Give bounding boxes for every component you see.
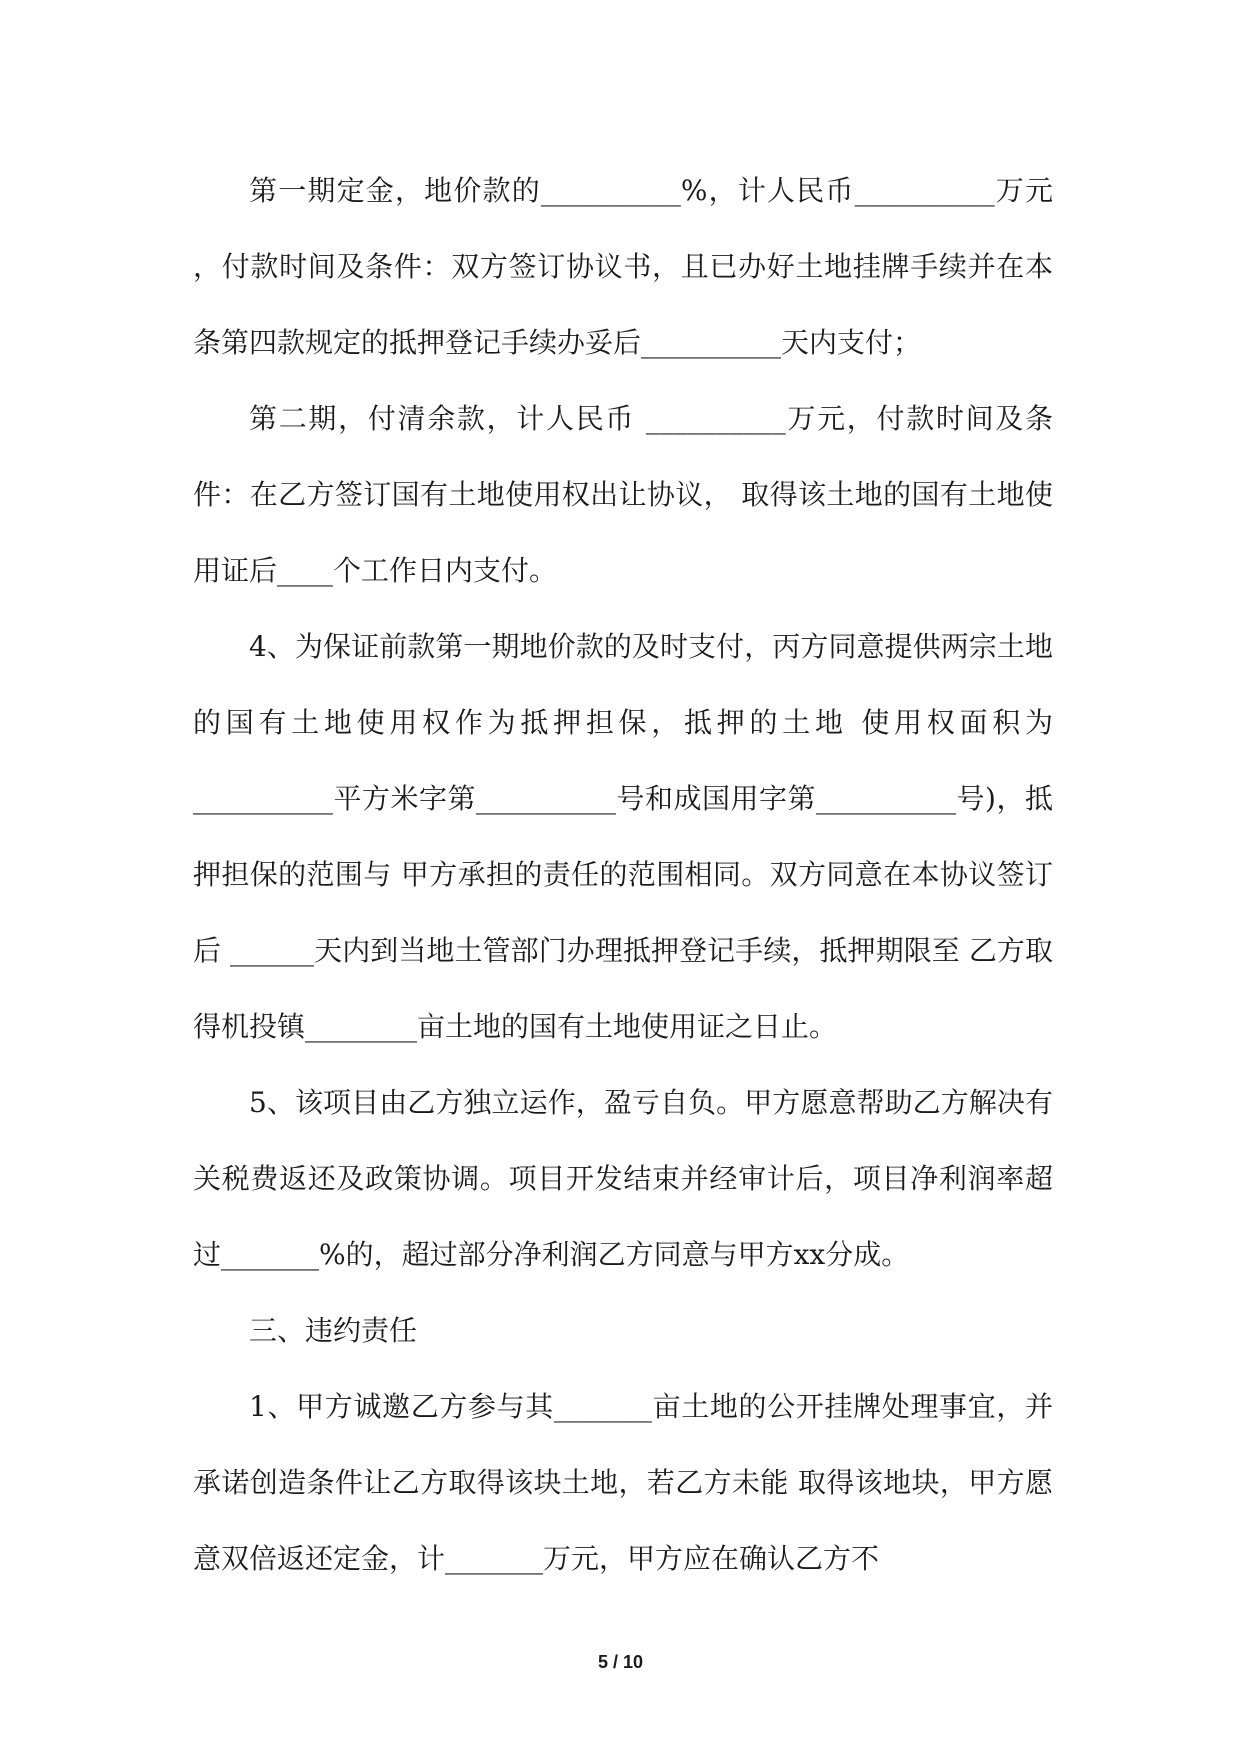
paragraph-first-installment: 第一期定金，地价款的__________%，计人民币__________万元 ，付款时间及条件：双方签订协议书，且已办好土地挂牌手续并在本条第四款规定的抵押登记手续办妥后__________天内支付； <box>193 174 1053 359</box>
paragraph-clause-4-mortgage: 4、为保证前款第一期地价款的及时支付，丙方同意提供两宗土地的国有土地使用权作为抵押担保，抵押的土地 使用权面积为__________平方米字第__________号和成国用字第__________号)，抵押担保的范围与 甲方承担的责任的范围相同。双方同意在本协议签订后 ______天内到当地土管部门办理抵押登记手续，抵押期限至 乙方取得机投镇________亩土地的国有土地使用证之日止。 <box>193 630 1053 1043</box>
document-body <box>193 153 1053 1597</box>
section-heading-breach-liability: 三、违约责任 <box>249 1314 418 1347</box>
paragraph-second-installment: 第二期，付清余款，计人民币 __________万元，付款时间及条件：在乙方签订国有土地使用权出让协议， 取得该土地的国有土地使用证后____个工作日内支付。 <box>193 402 1053 587</box>
paragraph-clause-5-profit: 5、该项目由乙方独立运作，盈亏自负。甲方愿意帮助乙方解决有关税费返还及政策协调。项目开发结束并经审计后，项目净利润率超过_______%的，超过部分净利润乙方同意与甲方xx分成。 <box>193 1086 1053 1271</box>
paragraph-breach-clause-1: 1、甲方诚邀乙方参与其_______亩土地的公开挂牌处理事宜，并承诺创造条件让乙方取得该块土地，若乙方未能 取得该地块，甲方愿意双倍返还定金，计_______万元，甲方应在确认乙方不 <box>193 1390 1053 1575</box>
page-number: 5 / 10 <box>597 1652 644 1672</box>
